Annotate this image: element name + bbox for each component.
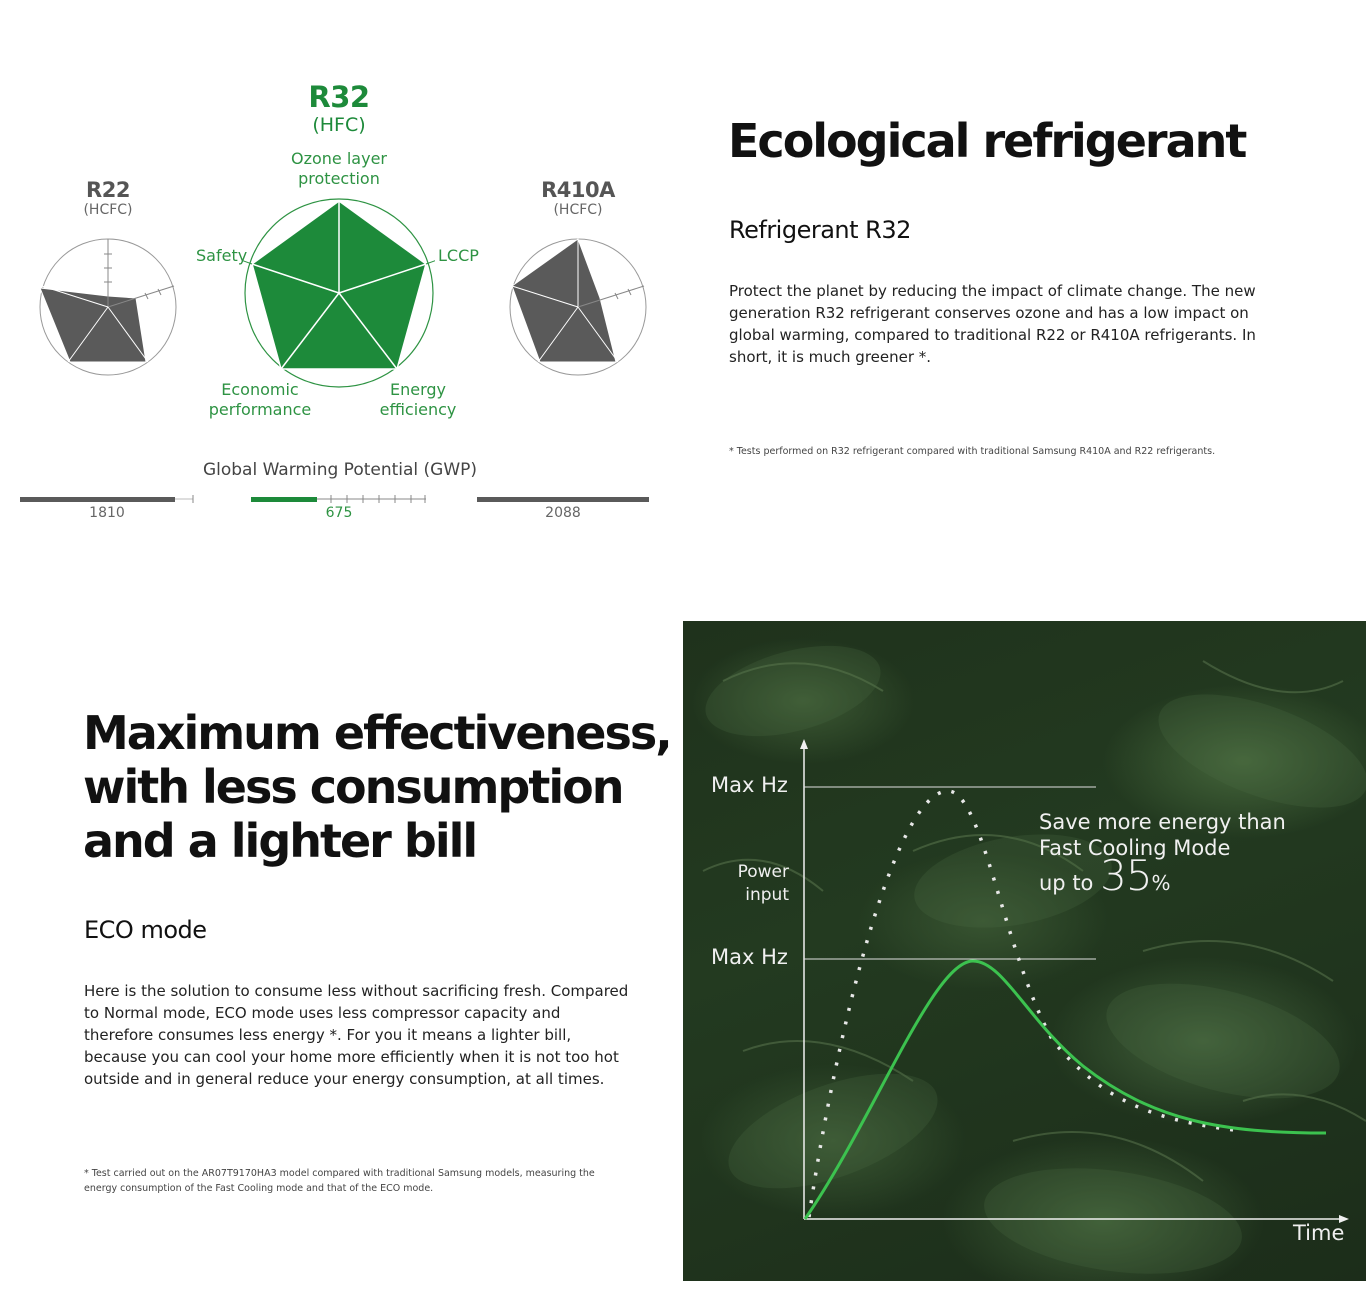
chart-annotation	[1039, 809, 1286, 900]
annotation-line1: Save more energy than	[1039, 810, 1286, 834]
r22-gwp-bar	[20, 492, 195, 506]
radar-label-economic: Economic performance	[208, 380, 312, 419]
r32-type: (HFC)	[312, 114, 366, 136]
eco-mode-subtitle: ECO mode	[84, 916, 207, 944]
r410a-type: (HCFC)	[553, 202, 603, 218]
eco-mode-footnote-line1: * Test carried out on the AR07T9170HA3 model compared with traditional Samsung models, measuring the	[84, 1168, 595, 1179]
r32-gwp-bar	[251, 492, 428, 506]
radar-label-energy: Energy efficiency	[379, 380, 457, 419]
r32-radar	[243, 197, 435, 389]
annotation-line2: Fast Cooling Mode	[1039, 836, 1231, 860]
eco-mode-footnote	[84, 1166, 664, 1196]
r32-gwp-value: 675	[325, 505, 353, 521]
x-axis-label: Time	[1293, 1221, 1345, 1245]
eco-refrigerant-footnote: * Tests performed on R32 refrigerant compared with traditional Samsung R410A and R22 refrigerants.	[729, 446, 1216, 457]
eco-mode-title-line1: Maximum effectiveness,	[83, 706, 671, 760]
eco-mode-chart-panel	[683, 621, 1366, 1281]
gwp-title: Global Warming Potential (GWP)	[202, 460, 478, 480]
eco-mode-body: Here is the solution to consume less without sacrificing fresh. Compared to Normal mode, ECO mode uses less compressor capacity and therefore consumes less energy *. For you it means a lighter bill, because you can cool your home more efficiently when it is not too hot outside and in general reduce your energy consumption, at all times.	[84, 982, 629, 1088]
r32-name: R32	[308, 80, 370, 114]
radar-label-safety: Safety	[196, 246, 248, 265]
r410a-radar	[508, 236, 648, 378]
radar-label-ozone: Ozone layer protection	[291, 149, 387, 188]
y-tick-max-hz-top: Max Hz	[711, 773, 788, 797]
r22-gwp-value: 1810	[89, 505, 125, 521]
annotation-value: 35	[1100, 851, 1152, 900]
eco-mode-curve	[805, 961, 1326, 1219]
eco-mode-title-line2: with less consumption	[83, 760, 623, 814]
y-tick-max-hz-bottom: Max Hz	[711, 945, 788, 969]
eco-mode-footnote-line2: energy consumption of the Fast Cooling mode and that of the ECO mode.	[84, 1183, 434, 1194]
r410a-gwp-value: 2088	[545, 505, 581, 521]
eco-refrigerant-title: Ecological refrigerant	[728, 114, 1246, 168]
eco-refrigerant-body: Protect the planet by reducing the impact of climate change. The new generation R32 refrigerant conserves ozone and has a low impact on global warming, compared to traditional R22 or R410A refrigerants. In short, it is much greener *.	[729, 282, 1256, 366]
eco-mode-title	[83, 706, 683, 868]
annotation-line3	[1039, 851, 1286, 900]
r22-type: (HCFC)	[83, 202, 133, 218]
r22-name: R22	[86, 178, 130, 202]
r22-radar	[38, 236, 178, 378]
annotation-unit: %	[1151, 871, 1171, 895]
y-axis-label: Power input	[737, 862, 789, 905]
r410a-gwp-bar	[477, 492, 651, 506]
radar-label-lccp: LCCP	[438, 246, 479, 265]
eco-refrigerant-subtitle: Refrigerant R32	[729, 216, 911, 244]
eco-mode-title-line3: and a lighter bill	[83, 814, 477, 868]
r410a-name: R410A	[541, 178, 615, 202]
annotation-prefix: up to	[1039, 871, 1094, 895]
